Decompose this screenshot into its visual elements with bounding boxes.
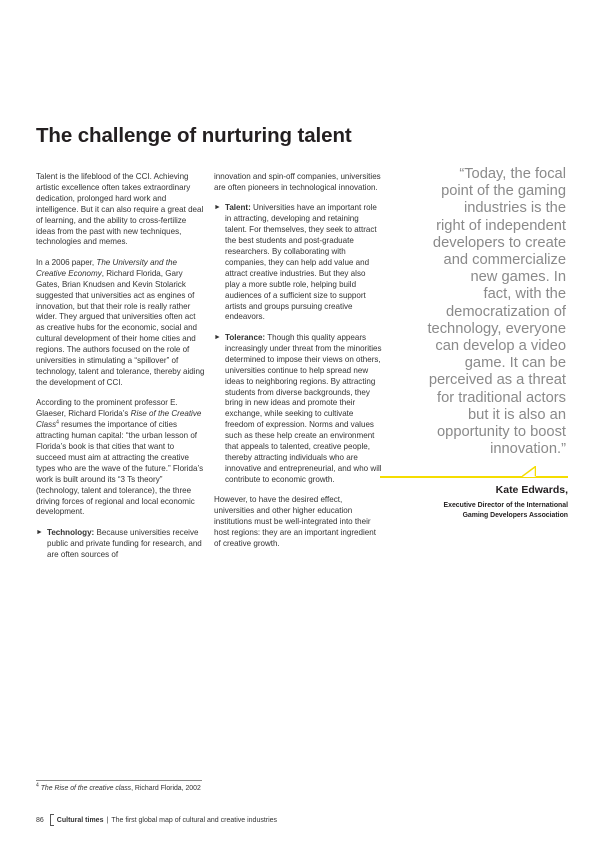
quote-line: opportunity to boost <box>436 424 566 441</box>
quote-line: point of the gaming <box>441 183 566 200</box>
quote-line: fact, with the <box>483 286 566 303</box>
quote-line: perceived as a threat <box>428 372 566 389</box>
column-left <box>36 172 206 570</box>
bullet-icon: ► <box>214 204 221 212</box>
bullet-label: Tolerance: <box>225 332 266 342</box>
paragraph: In a 2006 paper, The University and the Creative Economy, Richard Florida, Gary Gates, Brian Knudsen and Kevin Stolarick suggested that universities act as engines of innovation, but that their role is really rather wider. They argued that universities often act as creative hubs for the economic, social and cultural development of their home cities and regions. The authors focused on the role of universities in stimulating a “spillover” of technology, talent and tolerance, thereby aiding the development of CCI. <box>36 257 205 387</box>
author-role: Executive Director of the International Gaming Developers Association <box>443 502 568 519</box>
bullet-text: Though this quality appears increasingly under threat from the minorities determined to impose their views on others, universities continue to help spread new ideas to neighboring regions. By attracting students from diverse backgrounds, they bring in new ideas and promote their exchange, while seeking to cultivate freedom of expression. Norms and values such as these help create an environment that appeals to talented, creative people, thereby attracting individuals who are innovative and entrepreneurial, and who will contribute to economic growth. <box>225 332 382 484</box>
page-number: 86 <box>36 816 44 824</box>
quote-line: innovation.” <box>490 441 566 458</box>
column-middle <box>214 172 382 559</box>
publication-subtitle: The first global map of cultural and creative industries <box>111 816 278 824</box>
quote-line: democratization of <box>445 303 566 320</box>
quote-line: technology, everyone <box>427 320 566 337</box>
quote-line: industries is the <box>463 200 566 217</box>
publication-name: Cultural times <box>56 816 104 824</box>
page-title: The challenge of nurturing talent <box>36 124 352 147</box>
footnote-ref: 4 <box>56 419 59 426</box>
quote-line: can develop a video <box>435 338 566 355</box>
quote-line: and commercialize <box>443 252 566 269</box>
book-title: Rise of the Creative Class <box>36 409 202 430</box>
bullet-technology <box>36 528 206 561</box>
quote-text <box>390 166 566 458</box>
pull-quote <box>390 166 566 458</box>
quote-line: new games. In <box>470 269 566 286</box>
speech-pointer-icon <box>522 466 536 477</box>
paragraph: Talent is the lifeblood of the CCI. Achieving artistic excellence often takes extraordinary dedication, prolonged hard work and intelligence. But it can also require a great deal of learning, and the ability to cross-fertilize ideas from the past with new techniques, technologies and memes. <box>36 172 204 247</box>
paragraph: According to the prominent professor E. Glaeser, Richard Florida’s Rise of the Creative Class$^4$ resumes the importance of cities attracting human capital: “the urban lesson of Florida’s book is that cities that want to succeed must aim at attracting the creative types who are the wave of the future.” Florida’s work is built around its “3 Ts theory” (technology, talent and tolerance), the three driving forces of regional and local economic development. <box>36 398 204 517</box>
bullet-icon: ► <box>214 333 221 341</box>
quote-line: developers to create <box>432 234 566 251</box>
bullet-label: Talent: <box>225 203 251 213</box>
bullet-icon: ► <box>36 528 43 536</box>
bullet-tolerance <box>214 333 382 486</box>
footnote-rule <box>36 780 202 781</box>
bullet-text: Because universities receive public and private funding for research, and are often sources of <box>47 527 202 559</box>
author-name: Kate Edwards, <box>495 484 568 496</box>
quote-line: right of independent <box>436 217 566 234</box>
quote-divider <box>380 476 568 478</box>
bullet-text: Universities have an important role in attracting, developing and retaining talent. For themselves, they seek to attract the best students and post-graduate researchers. By collaborating with companies, they can help add value and attract creative industries. But they also play a more subtle role, helping build audiences of a sufficient size to support artists and groups pursuing creative endeavors. <box>225 203 377 322</box>
paragraph: innovation and spin-off companies, universities are often pioneers in technological innovation. <box>214 172 381 192</box>
quote-line: “Today, the focal <box>459 166 566 182</box>
page-footer <box>36 814 277 826</box>
bullet-talent <box>214 203 382 323</box>
footnote-number: 4 <box>36 782 39 789</box>
footnote <box>36 782 201 792</box>
paper-title: The University and the Creative Economy <box>36 257 177 278</box>
footnote-text: , Richard Florida, 2002 <box>131 785 201 792</box>
quote-line: but it is also an <box>468 406 566 423</box>
footnote-title: The Rise of the creative class <box>40 785 132 792</box>
quote-line: game. It can be <box>464 355 566 372</box>
paragraph: However, to have the desired effect, universities and other higher education institutions must be well-integrated into their host regions: they are an important ingredient of creative growth. <box>214 495 376 548</box>
bracket-icon <box>50 814 54 826</box>
bullet-label: Technology: <box>47 527 95 537</box>
quote-attribution <box>444 484 568 521</box>
quote-line: for traditional actors <box>437 389 566 406</box>
footer-separator: | <box>106 816 109 824</box>
